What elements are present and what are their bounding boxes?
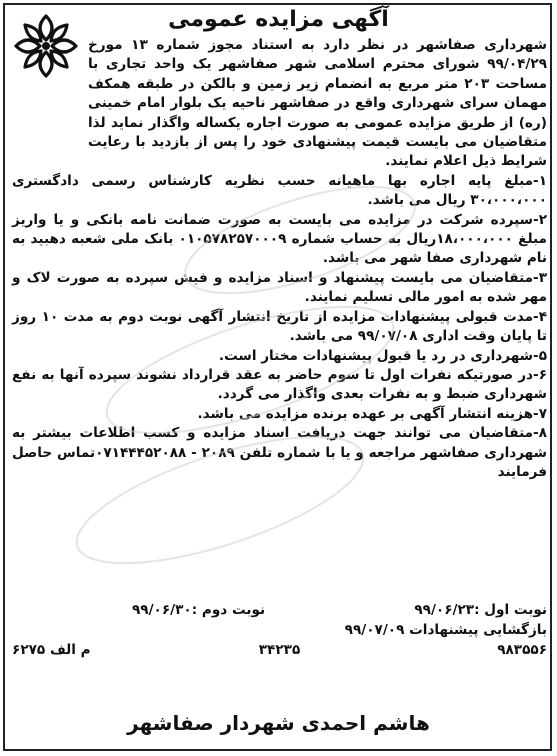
condition-4: ۴-مدت قبولی پیشنهادات مزایده از تاریخ انتشار آگهی نوبت دوم به مدت ۱۰ روز تا پایان وقت اداری ۹۹/۰۷/۰۸ می باشد. [12,308,547,345]
first-round-date: نوبت اول :۹۹/۰۶/۲۳ [414,602,547,618]
second-round-date: نوبت دوم :۹۹/۰۶/۳۰ [132,602,266,618]
reference-code-3: م الف ۶۲۷۵ [12,642,91,658]
opening-row [12,620,547,640]
condition-6: ۶-در صورتیکه نفرات اول تا سوم حاضر به عقد قرارداد نشوند سپرده آنها به نفع شهرداری ضبط و به نفرات بعدی واگذار می گردد. [12,366,547,403]
condition-3: ۳-متقاضیان می بایست پیشنهاد و اسناد مزایده و فیش سپرده به صورت لاک و مهر شده به امور مالی تسلیم نمایند. [12,269,547,306]
notice-title: آگهی مزایده عمومی [168,7,389,32]
notice-body [12,36,547,482]
publication-info [12,600,547,660]
condition-5: ۵-شهرداری در رد یا قبول پیشنهادات مختار است. [218,347,547,364]
notice-intro: شهرداری صفاشهر در نظر دارد به استناد مجوز شماره ۱۳ مورخ ۹۹/۰۴/۲۹ شورای محترم اسلامی شهر صفاشهر یک واحد تجاری با مساحت ۲۰۳ متر مربع به انضمام زیر زمین و بالکن در طبقه همکف مهمان سرای شهرداری واقع در صفاشهر ناحیه یک بلوار امام خمینی (ره) از طریق مزایده عمومی به صورت اجاره یکساله واگذار نماید لذا متقاضیان می بایست قیمت پیشنهادی خود را پس از بازدید با رعایت شرایط ذیل اعلام نمایند. [88,37,548,170]
reference-codes [12,640,547,660]
opening-date: بازگشایی پیشنهادات ۹۹/۰۷/۰۹ [344,622,547,638]
condition-2: ۲-سپرده شرکت در مزایده می بایست به صورت ضمانت نامه بانکی و یا واریز مبلغ ۱۸،۰۰۰،۰۰۰ریال به حساب شماره ۰۱۰۵۷۸۲۵۷۰۰۰۹ بانک ملی شعبه دهبید به نام شهرداری صفا شهر می باشد. [12,211,547,267]
condition-7: ۷-هزینه انتشار آگهی بر عهده برنده مزایده می باشد. [197,405,547,422]
condition-8: ۸-متقاضیان می توانند جهت دریافت اسناد مزایده و کسب اطلاعات بیشتر به شهرداری صفاشهر مراجعه و یا با شماره تلفن ۲۰۸۹ - ۰۷۱۴۴۴۵۲۰۸۸تماس حاصل فرمایند [12,425,548,480]
reference-code-1: ۹۸۳۵۵۶ [497,642,547,658]
reference-code-2: ۳۴۲۳۵ [258,642,301,658]
signature: هاشم احمدی شهردار صفاشهر [127,711,430,735]
condition-1: ۱-مبلغ پایه اجاره بها ماهیانه حسب نظریه کارشناس رسمی دادگستری ۳۰،۰۰۰،۰۰۰ ریال می باشد. [12,172,547,209]
round-dates [12,600,547,620]
